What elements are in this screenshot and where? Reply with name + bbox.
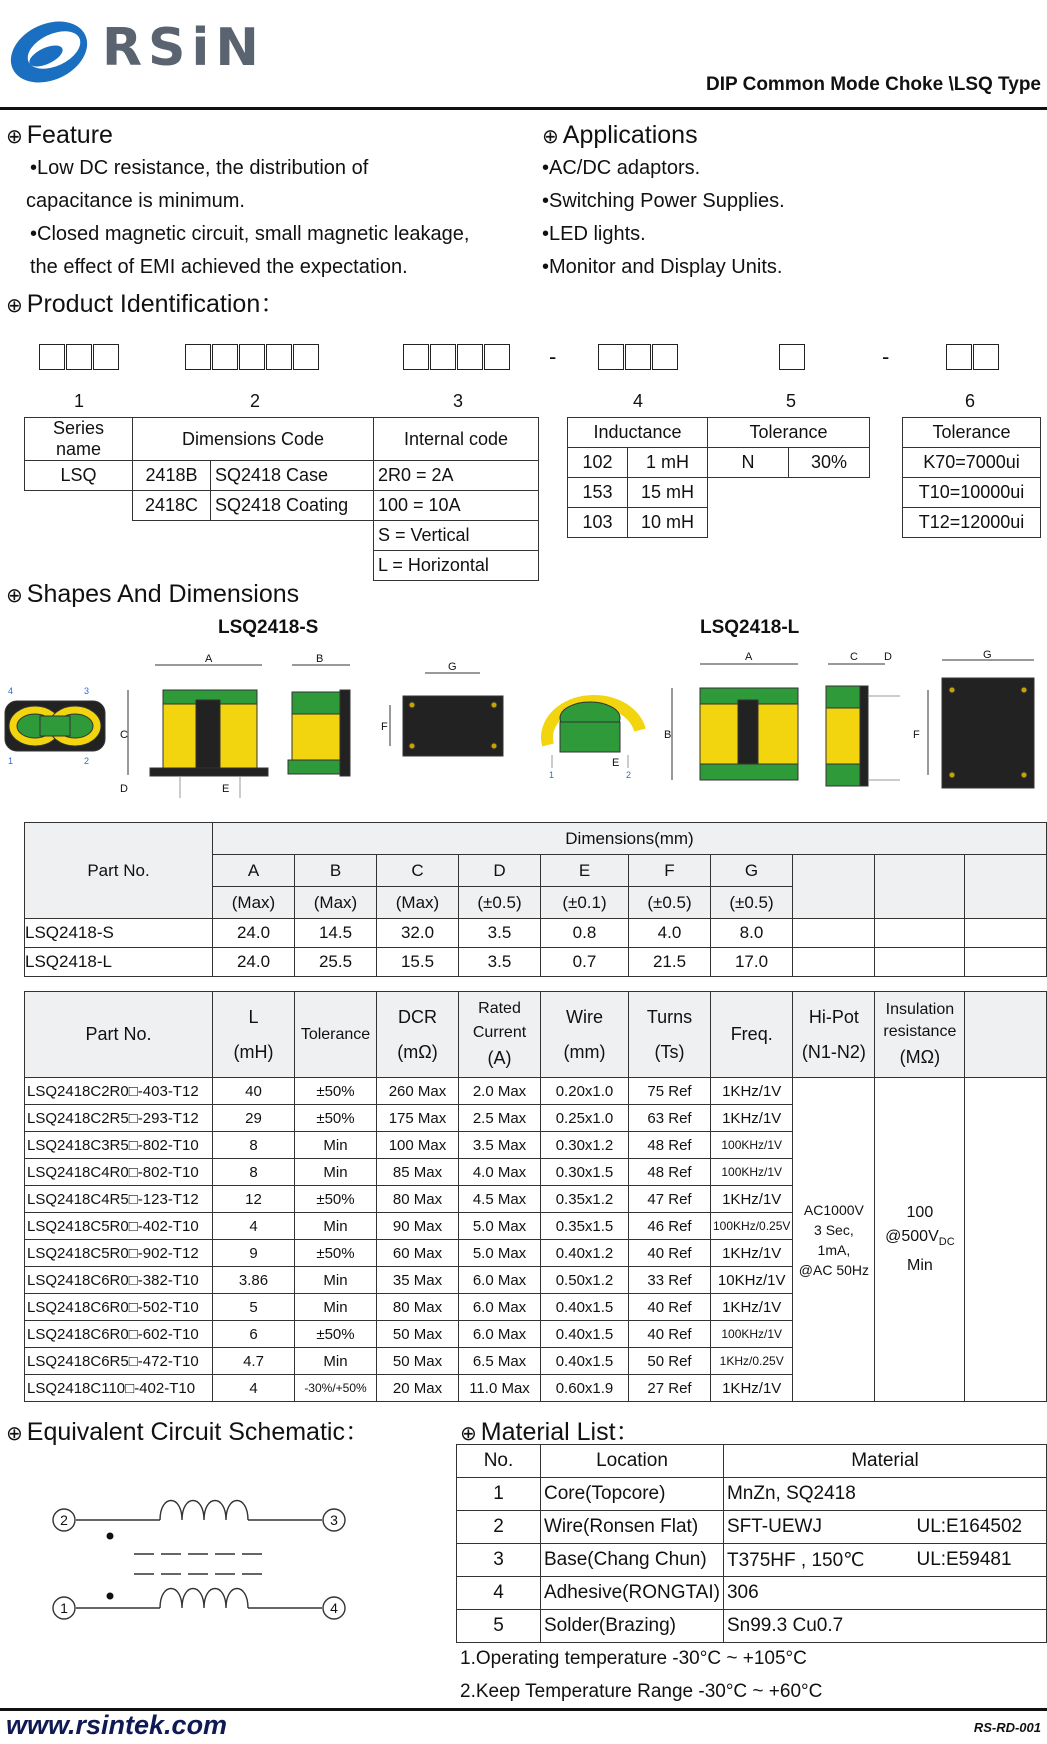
inductance-value: 15 mH: [628, 478, 708, 508]
dim-value: 0.7: [541, 948, 629, 977]
spec-value: 6.5 Max: [459, 1348, 541, 1375]
pin-number: 1: [549, 770, 555, 780]
spec-value: 40: [213, 1078, 295, 1105]
dim-letter-g: G: [983, 650, 992, 661]
spec-value: 48 Ref: [629, 1159, 711, 1186]
lsq2418-s-front-view: [128, 665, 268, 798]
spec-value: 5.0 Max: [459, 1213, 541, 1240]
part-no: LSQ2418C5R0□-402-T10: [25, 1213, 213, 1240]
part-no: LSQ2418-S: [25, 919, 213, 948]
dim-value: 14.5: [295, 919, 377, 948]
lsq2418-l-top-view: [547, 701, 640, 768]
spec-value: 75 Ref: [629, 1078, 711, 1105]
position-number: 6: [964, 391, 975, 411]
spec-value: 85 Max: [377, 1159, 459, 1186]
code-box-group-5: [779, 344, 806, 375]
dim-value: 21.5: [629, 948, 711, 977]
dim-value: 32.0: [377, 919, 459, 948]
spec-value: 100KHz/1V: [711, 1321, 793, 1348]
note-keep-temp: 2.Keep Temperature Range -30°C ~ +60°C: [460, 1681, 823, 1702]
spec-value: 0.40x1.2: [541, 1240, 629, 1267]
spec-value: 6.0 Max: [459, 1267, 541, 1294]
spec-value: 60 Max: [377, 1240, 459, 1267]
wire-header: Wire (mm): [541, 992, 629, 1078]
dim-value: 0.8: [541, 919, 629, 948]
material-no: 2: [457, 1511, 541, 1544]
applications-heading: ⊕ Applications: [542, 121, 698, 149]
spec-value: 0.60x1.9: [541, 1375, 629, 1402]
dash: -: [549, 344, 557, 369]
pin-4-label: 4: [330, 1600, 338, 1616]
spec-value: 4.7: [213, 1348, 295, 1375]
dimensions-code-header: Dimensions Code: [133, 418, 374, 461]
material-table: [456, 1444, 1047, 1643]
spec-value: 0.30x1.2: [541, 1132, 629, 1159]
insulation-value: 100 $@500V_{DC}$ Min: [875, 1078, 965, 1402]
spec-value: 6.0 Max: [459, 1321, 541, 1348]
dim-letter-c: C: [120, 729, 128, 741]
dim-value: 15.5: [377, 948, 459, 977]
inductance-header: Inductance: [568, 418, 708, 448]
logo-text: RSiN: [102, 18, 265, 78]
dimensions-group-header: Dimensions(mm): [213, 823, 1047, 855]
series-value: LSQ: [25, 461, 133, 491]
table-row: [25, 919, 1047, 948]
dim-col-e: E: [541, 855, 629, 887]
dimensions-table: [24, 822, 1047, 977]
tolerance-code-table: [902, 417, 1041, 538]
part-no: LSQ2418C6R5□-472-T10: [25, 1348, 213, 1375]
dim-col-g: G: [711, 855, 793, 887]
tolerance-option: T12=12000ui: [903, 508, 1041, 538]
lsq2418-s-side-view: [288, 665, 350, 776]
dim-col-c: C: [377, 855, 459, 887]
spec-value: 50 Max: [377, 1348, 459, 1375]
tolerance-header: Tolerance: [708, 418, 870, 448]
spec-value: 1KHz/1V: [711, 1375, 793, 1402]
dim-letter-d: D: [884, 651, 892, 663]
spec-value: Min: [295, 1348, 377, 1375]
spec-value: 0.50x1.2: [541, 1267, 629, 1294]
dim-value: 25.5: [295, 948, 377, 977]
tolerance-value: 30%: [789, 448, 870, 478]
spec-value: ±50%: [295, 1240, 377, 1267]
material-no: 4: [457, 1577, 541, 1610]
spec-value: 10KHz/1V: [711, 1267, 793, 1294]
dim-value: 3.5: [459, 919, 541, 948]
spec-value: 1KHz/1V: [711, 1294, 793, 1321]
spec-value: 80 Max: [377, 1294, 459, 1321]
spec-value: 6: [213, 1321, 295, 1348]
spec-value: 40 Ref: [629, 1294, 711, 1321]
spec-value: 4.5 Max: [459, 1186, 541, 1213]
spec-value: 2.5 Max: [459, 1105, 541, 1132]
code-box-group-6: [946, 344, 1000, 375]
internal-code: L = Horizontal: [374, 551, 539, 581]
applications-list: [542, 152, 785, 284]
header-divider: [0, 107, 1047, 110]
part-no: LSQ2418C4R0□-802-T10: [25, 1159, 213, 1186]
table-row: [457, 1544, 1047, 1577]
application-item: •Monitor and Display Units.: [542, 256, 783, 278]
spec-value: Min: [295, 1267, 377, 1294]
spec-value: Min: [295, 1294, 377, 1321]
product-id-heading: ⊕ Product Identification：: [6, 290, 286, 318]
spec-value: 0.25x1.0: [541, 1105, 629, 1132]
spec-value: 1KHz/1V: [711, 1186, 793, 1213]
dim-code: 2418B: [133, 461, 211, 491]
spec-value: 4: [213, 1375, 295, 1402]
dim-tol: (Max): [377, 887, 459, 919]
feature-item: capacitance is minimum.: [26, 190, 245, 212]
inductance-code: 103: [568, 508, 628, 538]
dim-tol: (±0.5): [459, 887, 541, 919]
table-row: [457, 1478, 1047, 1511]
material-value: 306: [723, 1577, 913, 1610]
spec-value: 40 Ref: [629, 1240, 711, 1267]
circle-plus-icon: ⊕: [460, 1423, 477, 1445]
material-ul: [913, 1577, 1046, 1610]
application-item: •Switching Power Supplies.: [542, 190, 785, 212]
spec-value: ±50%: [295, 1078, 377, 1105]
dim-letter-f: F: [381, 721, 388, 733]
electrical-specs-table: [24, 991, 1047, 1402]
feature-item: •Closed magnetic circuit, small magnetic leakage,: [30, 223, 470, 245]
dim-letter-e: E: [612, 757, 620, 769]
spec-value: 50 Ref: [629, 1348, 711, 1375]
code-box-group-3: [403, 344, 511, 375]
code-box-group-1: [39, 344, 120, 375]
material-list-heading: ⊕ Material List：: [460, 1418, 641, 1446]
spec-value: 0.30x1.5: [541, 1159, 629, 1186]
lsq2418-l-side-view: [826, 664, 900, 786]
material-value: Sn99.3 Cu0.7: [723, 1610, 913, 1643]
material-location: Core(Topcore): [541, 1478, 724, 1511]
part-no: LSQ2418C6R0□-382-T10: [25, 1267, 213, 1294]
spec-value: 1KHz/0.25V: [711, 1348, 793, 1375]
pin-number: 4: [8, 686, 14, 696]
dim-value: 17.0: [711, 948, 793, 977]
position-number: 4: [632, 391, 643, 411]
dim-col-f: F: [629, 855, 711, 887]
spec-value: 80 Max: [377, 1186, 459, 1213]
spec-value: ±50%: [295, 1321, 377, 1348]
lsq2418-l-front-view: [672, 664, 798, 780]
dim-tol: (±0.5): [629, 887, 711, 919]
material-ul: UL:E59481: [913, 1544, 1046, 1577]
inductance-tolerance-table: [567, 417, 870, 538]
spec-value: 27 Ref: [629, 1375, 711, 1402]
pin-number: 3: [84, 686, 90, 696]
table-row: [457, 1610, 1047, 1643]
part-no: LSQ2418C2R5□-293-T12: [25, 1105, 213, 1132]
spec-value: 175 Max: [377, 1105, 459, 1132]
shapes-heading: ⊕ Shapes And Dimensions: [6, 580, 300, 608]
part-no: LSQ2418-L: [25, 948, 213, 977]
material-location: Base(Chang Chun): [541, 1544, 724, 1577]
spec-value: 20 Max: [377, 1375, 459, 1402]
spec-value: 100KHz/1V: [711, 1132, 793, 1159]
spec-value: 4.0 Max: [459, 1159, 541, 1186]
spec-value: 35 Max: [377, 1267, 459, 1294]
dim-letter-g: G: [448, 661, 457, 673]
spec-value: 1KHz/1V: [711, 1105, 793, 1132]
dim-value: 4.0: [629, 919, 711, 948]
rated-current-header: Rated Current (A): [459, 992, 541, 1078]
spec-value: 0.40x1.5: [541, 1321, 629, 1348]
material-location: Adhesive(RONGTAI): [541, 1577, 724, 1610]
spec-value: 100KHz/0.25V: [711, 1213, 793, 1240]
spec-value: 29: [213, 1105, 295, 1132]
position-number: 2: [249, 391, 260, 411]
pin-number: 2: [626, 770, 632, 780]
spec-value: 46 Ref: [629, 1213, 711, 1240]
spec-value: 11.0 Max: [459, 1375, 541, 1402]
hipot-header: Hi-Pot (N1-N2): [793, 992, 875, 1078]
website-link[interactable]: www.rsintek.com: [6, 1710, 228, 1740]
dim-tol: (Max): [295, 887, 377, 919]
material-location: Wire(Ronsen Flat): [541, 1511, 724, 1544]
dim-col-a: A: [213, 855, 295, 887]
material-value: SFT-UEWJ: [723, 1511, 913, 1544]
circle-plus-icon: ⊕: [6, 126, 23, 148]
part-no: LSQ2418C2R0□-403-T12: [25, 1078, 213, 1105]
pin-number: 1: [8, 756, 14, 766]
spec-value: 4: [213, 1213, 295, 1240]
internal-code: S = Vertical: [374, 521, 539, 551]
pin-2-label: 2: [60, 1512, 68, 1528]
dim-tol: (Max): [213, 887, 295, 919]
dim-letter-f: F: [913, 729, 920, 741]
spec-value: 8: [213, 1159, 295, 1186]
internal-code-header: Internal code: [374, 418, 539, 461]
spec-value: 3.86: [213, 1267, 295, 1294]
material-ul: UL:E164502: [913, 1511, 1046, 1544]
spec-value: ±50%: [295, 1105, 377, 1132]
position-number: 5: [785, 391, 796, 411]
dim-code: 2418C: [133, 491, 211, 521]
spec-value: 90 Max: [377, 1213, 459, 1240]
spec-value: 63 Ref: [629, 1105, 711, 1132]
spec-value: 5.0 Max: [459, 1240, 541, 1267]
inductance-code: 153: [568, 478, 628, 508]
lsq2418-s-bottom-view: [390, 673, 503, 756]
dimension-drawings: [0, 650, 1047, 820]
tolerance-code: N: [708, 448, 789, 478]
material-location-header: Location: [541, 1445, 724, 1478]
spec-value: 2.0 Max: [459, 1078, 541, 1105]
feature-item: •Low DC resistance, the distribution of: [30, 157, 369, 179]
model-label-s: LSQ2418-S: [218, 617, 319, 638]
spec-value: 12: [213, 1186, 295, 1213]
spec-value: 5: [213, 1294, 295, 1321]
dim-col-d: D: [459, 855, 541, 887]
material-no: 3: [457, 1544, 541, 1577]
dim-letter-e: E: [222, 783, 230, 795]
material-value: T375HF , 150℃: [723, 1544, 913, 1577]
tolerance-option: T10=10000ui: [903, 478, 1041, 508]
table-row: [25, 1078, 1047, 1105]
tolerance-header: Tolerance: [903, 418, 1041, 448]
spec-value: 0.35x1.2: [541, 1186, 629, 1213]
document-code: RS-RD-001: [973, 1720, 1041, 1735]
inductance-value: 10 mH: [628, 508, 708, 538]
pin-number: 2: [84, 756, 90, 766]
spec-value: 47 Ref: [629, 1186, 711, 1213]
dim-tol: (±0.1): [541, 887, 629, 919]
dcr-header: DCR (mΩ): [377, 992, 459, 1078]
dim-desc: SQ2418 Case: [211, 461, 374, 491]
part-no: LSQ2418C3R5□-802-T10: [25, 1132, 213, 1159]
spec-value: ±50%: [295, 1186, 377, 1213]
turns-header: Turns (Ts): [629, 992, 711, 1078]
schematic-heading: ⊕ Equivalent Circuit Schematic：: [6, 1418, 370, 1446]
dim-tol: (±0.5): [711, 887, 793, 919]
spec-value: 1KHz/1V: [711, 1240, 793, 1267]
part-no: LSQ2418C4R5□-123-T12: [25, 1186, 213, 1213]
dim-value: 24.0: [213, 948, 295, 977]
spec-value: -30%/+50%: [295, 1375, 377, 1402]
position-number: 3: [452, 391, 463, 411]
spec-value: 0.35x1.5: [541, 1213, 629, 1240]
position-number: 1: [73, 391, 84, 411]
model-label-l: LSQ2418-L: [700, 617, 800, 638]
series-dimension-internal-table: [24, 417, 539, 581]
part-no: LSQ2418C5R0□-902-T12: [25, 1240, 213, 1267]
circle-plus-icon: ⊕: [6, 1423, 23, 1445]
insulation-header: Insulation resistance (MΩ): [875, 992, 965, 1078]
dim-letter-d: D: [120, 783, 128, 795]
part-no: LSQ2418C6R0□-602-T10: [25, 1321, 213, 1348]
part-no: LSQ2418C6R0□-502-T10: [25, 1294, 213, 1321]
dim-desc: SQ2418 Coating: [211, 491, 374, 521]
lsq2418-l-bottom-view: [928, 660, 1034, 788]
circle-plus-icon: ⊕: [6, 295, 23, 317]
dim-letter-b: B: [664, 729, 672, 741]
part-no-header: Part No.: [25, 823, 213, 919]
material-ul: [913, 1478, 1046, 1511]
dim-value: 24.0: [213, 919, 295, 948]
series-header: Series name: [25, 418, 133, 461]
spec-value: 9: [213, 1240, 295, 1267]
tolerance-option: K70=7000ui: [903, 448, 1041, 478]
feature-item: the effect of EMI achieved the expectation.: [30, 256, 408, 278]
inductance-header: L (mH): [213, 992, 295, 1078]
spec-value: 6.0 Max: [459, 1294, 541, 1321]
material-no: 1: [457, 1478, 541, 1511]
logo-swirl-icon: [4, 4, 94, 94]
hipot-value: AC1000V 3 Sec, 1mA, @AC 50Hz: [793, 1078, 875, 1402]
code-box-group-4: [598, 344, 679, 375]
spec-value: 50 Max: [377, 1321, 459, 1348]
spec-value: 40 Ref: [629, 1321, 711, 1348]
dim-letter-c: C: [850, 651, 858, 663]
circle-plus-icon: ⊕: [6, 585, 23, 607]
document-title: DIP Common Mode Choke \LSQ Type: [706, 74, 1041, 95]
dim-value: 8.0: [711, 919, 793, 948]
material-no: 5: [457, 1610, 541, 1643]
pin-3-label: 3: [330, 1512, 338, 1528]
material-ul: [913, 1610, 1046, 1643]
note-operating-temp: 1.Operating temperature -30°C ~ +105°C: [460, 1648, 807, 1669]
material-no-header: No.: [457, 1445, 541, 1478]
code-box-group-2: [185, 344, 320, 375]
spec-value: 0.40x1.5: [541, 1348, 629, 1375]
spec-value: 100 Max: [377, 1132, 459, 1159]
pin-1-label: 1: [60, 1600, 68, 1616]
table-row: [457, 1511, 1047, 1544]
spec-value: 100KHz/1V: [711, 1159, 793, 1186]
material-header: Material: [723, 1445, 1046, 1478]
logo: [4, 4, 274, 94]
table-row: [457, 1577, 1047, 1610]
dim-value: 3.5: [459, 948, 541, 977]
lsq2418-s-top-view: [5, 701, 105, 751]
dim-letter-a: A: [205, 653, 213, 665]
inductance-code: 102: [568, 448, 628, 478]
dim-letter-b: B: [316, 653, 324, 665]
spec-value: 8: [213, 1132, 295, 1159]
dim-col-b: B: [295, 855, 377, 887]
spec-value: 0.40x1.5: [541, 1294, 629, 1321]
feature-list: [26, 152, 469, 284]
feature-heading: ⊕ Feature: [6, 121, 113, 149]
spec-value: Min: [295, 1213, 377, 1240]
table-row: [25, 948, 1047, 977]
spec-value: 3.5 Max: [459, 1132, 541, 1159]
spec-value: 0.20x1.0: [541, 1078, 629, 1105]
part-no: LSQ2418C110□-402-T10: [25, 1375, 213, 1402]
dim-letter-a: A: [745, 651, 753, 663]
freq-header: Freq.: [711, 992, 793, 1078]
spec-value: 48 Ref: [629, 1132, 711, 1159]
tolerance-header: Tolerance: [295, 992, 377, 1078]
material-location: Solder(Brazing): [541, 1610, 724, 1643]
dash: -: [882, 344, 890, 369]
part-no-header: Part No.: [25, 992, 213, 1078]
material-value: MnZn, SQ2418: [723, 1478, 913, 1511]
inductance-value: 1 mH: [628, 448, 708, 478]
spec-value: Min: [295, 1132, 377, 1159]
spec-value: 33 Ref: [629, 1267, 711, 1294]
spec-value: Min: [295, 1159, 377, 1186]
circuit-schematic: [40, 1490, 360, 1640]
application-item: •AC/DC adaptors.: [542, 157, 701, 179]
spec-value: 1KHz/1V: [711, 1078, 793, 1105]
internal-code: 2R0 = 2A: [374, 461, 539, 491]
application-item: •LED lights.: [542, 223, 646, 245]
circle-plus-icon: ⊕: [542, 126, 559, 148]
spec-value: 260 Max: [377, 1078, 459, 1105]
internal-code: 100 = 10A: [374, 491, 539, 521]
